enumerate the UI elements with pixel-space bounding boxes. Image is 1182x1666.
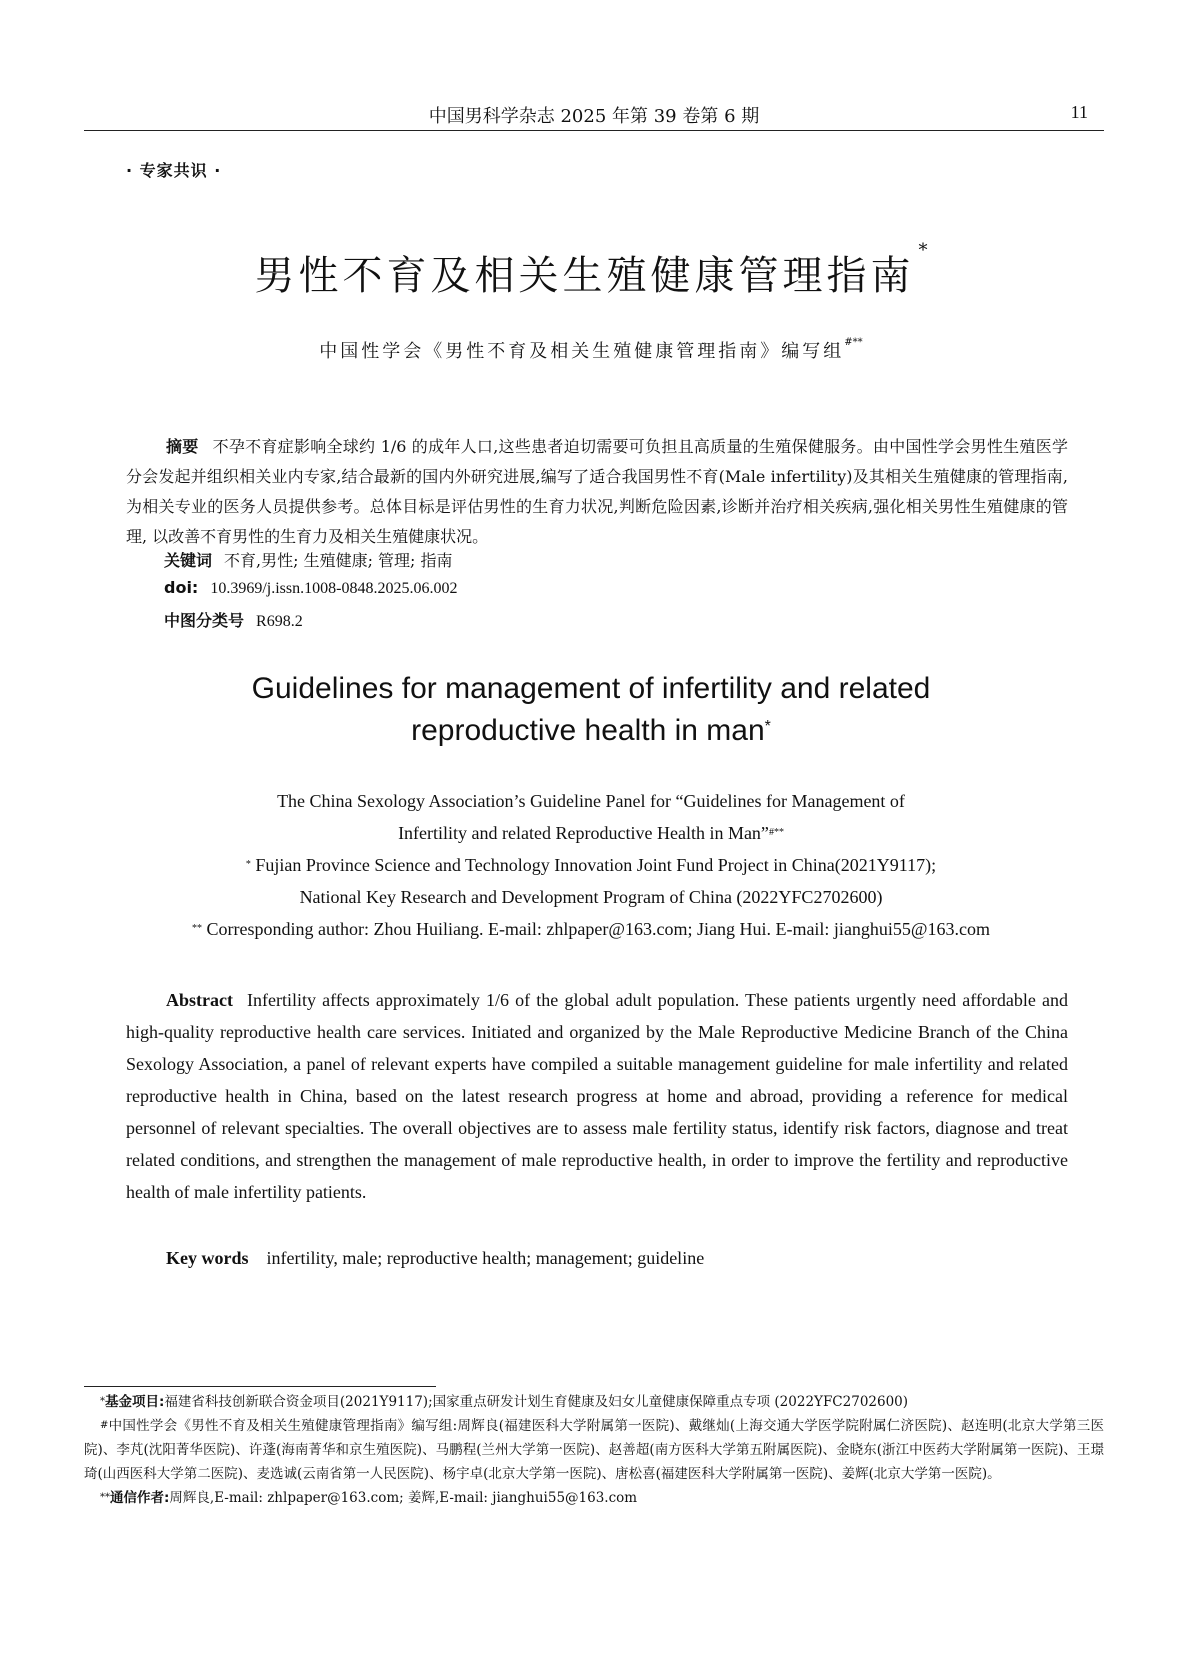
abstract-chinese-label: 摘要 [166, 437, 199, 456]
keywords-chinese [164, 548, 453, 571]
keywords-chinese-label: 关键词 [164, 551, 213, 570]
footnote-corr-text: 周辉良,E-mail: zhlpaper@163.com; 姜辉,E-mail: jianghui55@163.com [169, 1490, 638, 1506]
footnote-fund [84, 1390, 1104, 1414]
fund-line1-wrap [0, 849, 1182, 881]
running-header [84, 98, 1104, 131]
author-english-line2-wrap [0, 817, 1182, 849]
fund-line1: Fujian Province Science and Technology Innovation Joint Fund Project in China(2021Y9117); [255, 855, 937, 875]
author-chinese [0, 337, 1182, 363]
journal-issue: 中国男科学杂志 2025 年第 39 卷第 6 期 [428, 106, 760, 127]
abstract-english [126, 984, 1068, 1208]
abstract-english-text: Infertility affects approximately 1/6 of the global adult population. These patients urgently need affordable and high-quality reproductive health care services. Initiated and organized by the Male Reproductive Medicine Branch of the China Sexology Association, a panel of relevant experts have compiled a suitable management guideline for male infertility and related reproductive health in China, based on the latest research progress at home and abroad, providing a reference for medical personnel of relevant specialties. The overall objectives are to assess male fertility status, identify risk factors, diagnose and treat related conditions, and strengthen the management of male reproductive health, in order to improve the fertility and reproductive health of male infertility patients. [126, 990, 1068, 1202]
footnote-fund-mark: * [100, 1396, 105, 1407]
clc-label: 中图分类号 [164, 611, 245, 630]
title-english [0, 668, 1182, 752]
author-english-line2-mark: #** [768, 827, 784, 838]
abstract-chinese [126, 432, 1068, 552]
corresponding-author-wrap [0, 913, 1182, 945]
footnote-panel-mark: # [100, 1420, 109, 1431]
title-english-line2: reproductive health in man [411, 714, 765, 747]
keywords-english-label: Key words [166, 1248, 249, 1268]
title-chinese-mark: * [918, 240, 928, 261]
footnote-panel-text: 中国性学会《男性不育及相关生殖健康管理指南》编写组:周辉良(福建医科大学附属第一医院)、戴继灿(上海交通大学医学院附属仁济医院)、赵连明(北京大学第三医院)、李芃(沈阳菁华医院)、许蓬(海南菁华和京生殖医院)、马鹏程(兰州大学第一医院)、赵善超(南方医科大学第五附属医院)、金晓东(浙江中医药大学附属第一医院)、王璟琦(山西医科大学第二医院)、麦选诚(云南省第一人民医院)、杨宇卓(北京大学第一医院)、唐松喜(福建医科大学附属第一医院)、姜辉(北京大学第一医院)。 [84, 1418, 1104, 1482]
doi-label: doi: [164, 578, 199, 597]
footnote-corresponding [84, 1486, 1104, 1510]
footnote-divider [84, 1386, 436, 1387]
fund-line2: National Key Research and Development Program of China (2022YFC2702600) [299, 887, 883, 907]
page-number: 11 [1070, 102, 1088, 122]
footnote-fund-label: 基金项目: [105, 1394, 165, 1410]
doi-value: 10.3969/j.issn.1008-0848.2025.06.002 [210, 580, 458, 597]
title-english-line1: Guidelines for management of infertility and related [251, 672, 931, 705]
keywords-chinese-text: 不育,男性; 生殖健康; 管理; 指南 [224, 551, 453, 570]
abstract-chinese-text: 不孕不育症影响全球约 1/6 的成年人口,这些患者迫切需要可负担且高质量的生殖保健服务。由中国性学会男性生殖医学分会发起并组织相关业内专家,结合最新的国内外研究进展,编写了适合我国男性不育(Male infertility)及其相关生殖健康的管理指南,为相关专业的医务人员提供参考。总体目标是评估男性的生育力状况,判断危险因素,诊断并治疗相关疾病,强化相关男性生殖健康的管理, 以改善不育男性的生育力及相关生殖健康状况。 [126, 437, 1068, 546]
author-english-line2: Infertility and related Reproductive Health in Man” [398, 823, 769, 843]
title-chinese [0, 240, 1182, 301]
fund-mark: * [245, 859, 251, 870]
title-chinese-text: 男性不育及相关生殖健康管理指南 [254, 253, 915, 299]
keywords-english [166, 1248, 704, 1269]
doi-line [164, 578, 457, 598]
clc-value: R698.2 [256, 613, 303, 630]
section-tag: · 专家共识 · [126, 161, 222, 180]
footnote-corr-label: 通信作者: [110, 1490, 170, 1506]
author-chinese-text: 中国性学会《男性不育及相关生殖健康管理指南》编写组 [319, 341, 845, 362]
author-english [0, 785, 1182, 945]
abstract-english-label: Abstract [166, 990, 233, 1010]
author-chinese-mark: #** [844, 337, 863, 348]
title-english-line2-wrap [0, 710, 1182, 752]
corresponding-author: Corresponding author: Zhou Huiliang. E-mail: zhlpaper@163.com; Jiang Hui. E-mail: jianghui55@163.com [206, 919, 990, 939]
title-english-mark: * [764, 718, 771, 735]
footnote-fund-text: 福建省科技创新联合资金项目(2021Y9117);国家重点研发计划生育健康及妇女儿童健康保障重点专项 (2022YFC2702600) [164, 1394, 909, 1410]
corresponding-mark: ** [191, 923, 202, 934]
footnote-panel [84, 1414, 1104, 1486]
footnotes [84, 1390, 1104, 1510]
keywords-english-text: infertility, male; reproductive health; management; guideline [266, 1248, 705, 1268]
clc-line [164, 608, 303, 631]
author-english-line1: The China Sexology Association’s Guideline Panel for “Guidelines for Management of [277, 791, 905, 811]
footnote-corr-mark: ** [100, 1492, 110, 1503]
